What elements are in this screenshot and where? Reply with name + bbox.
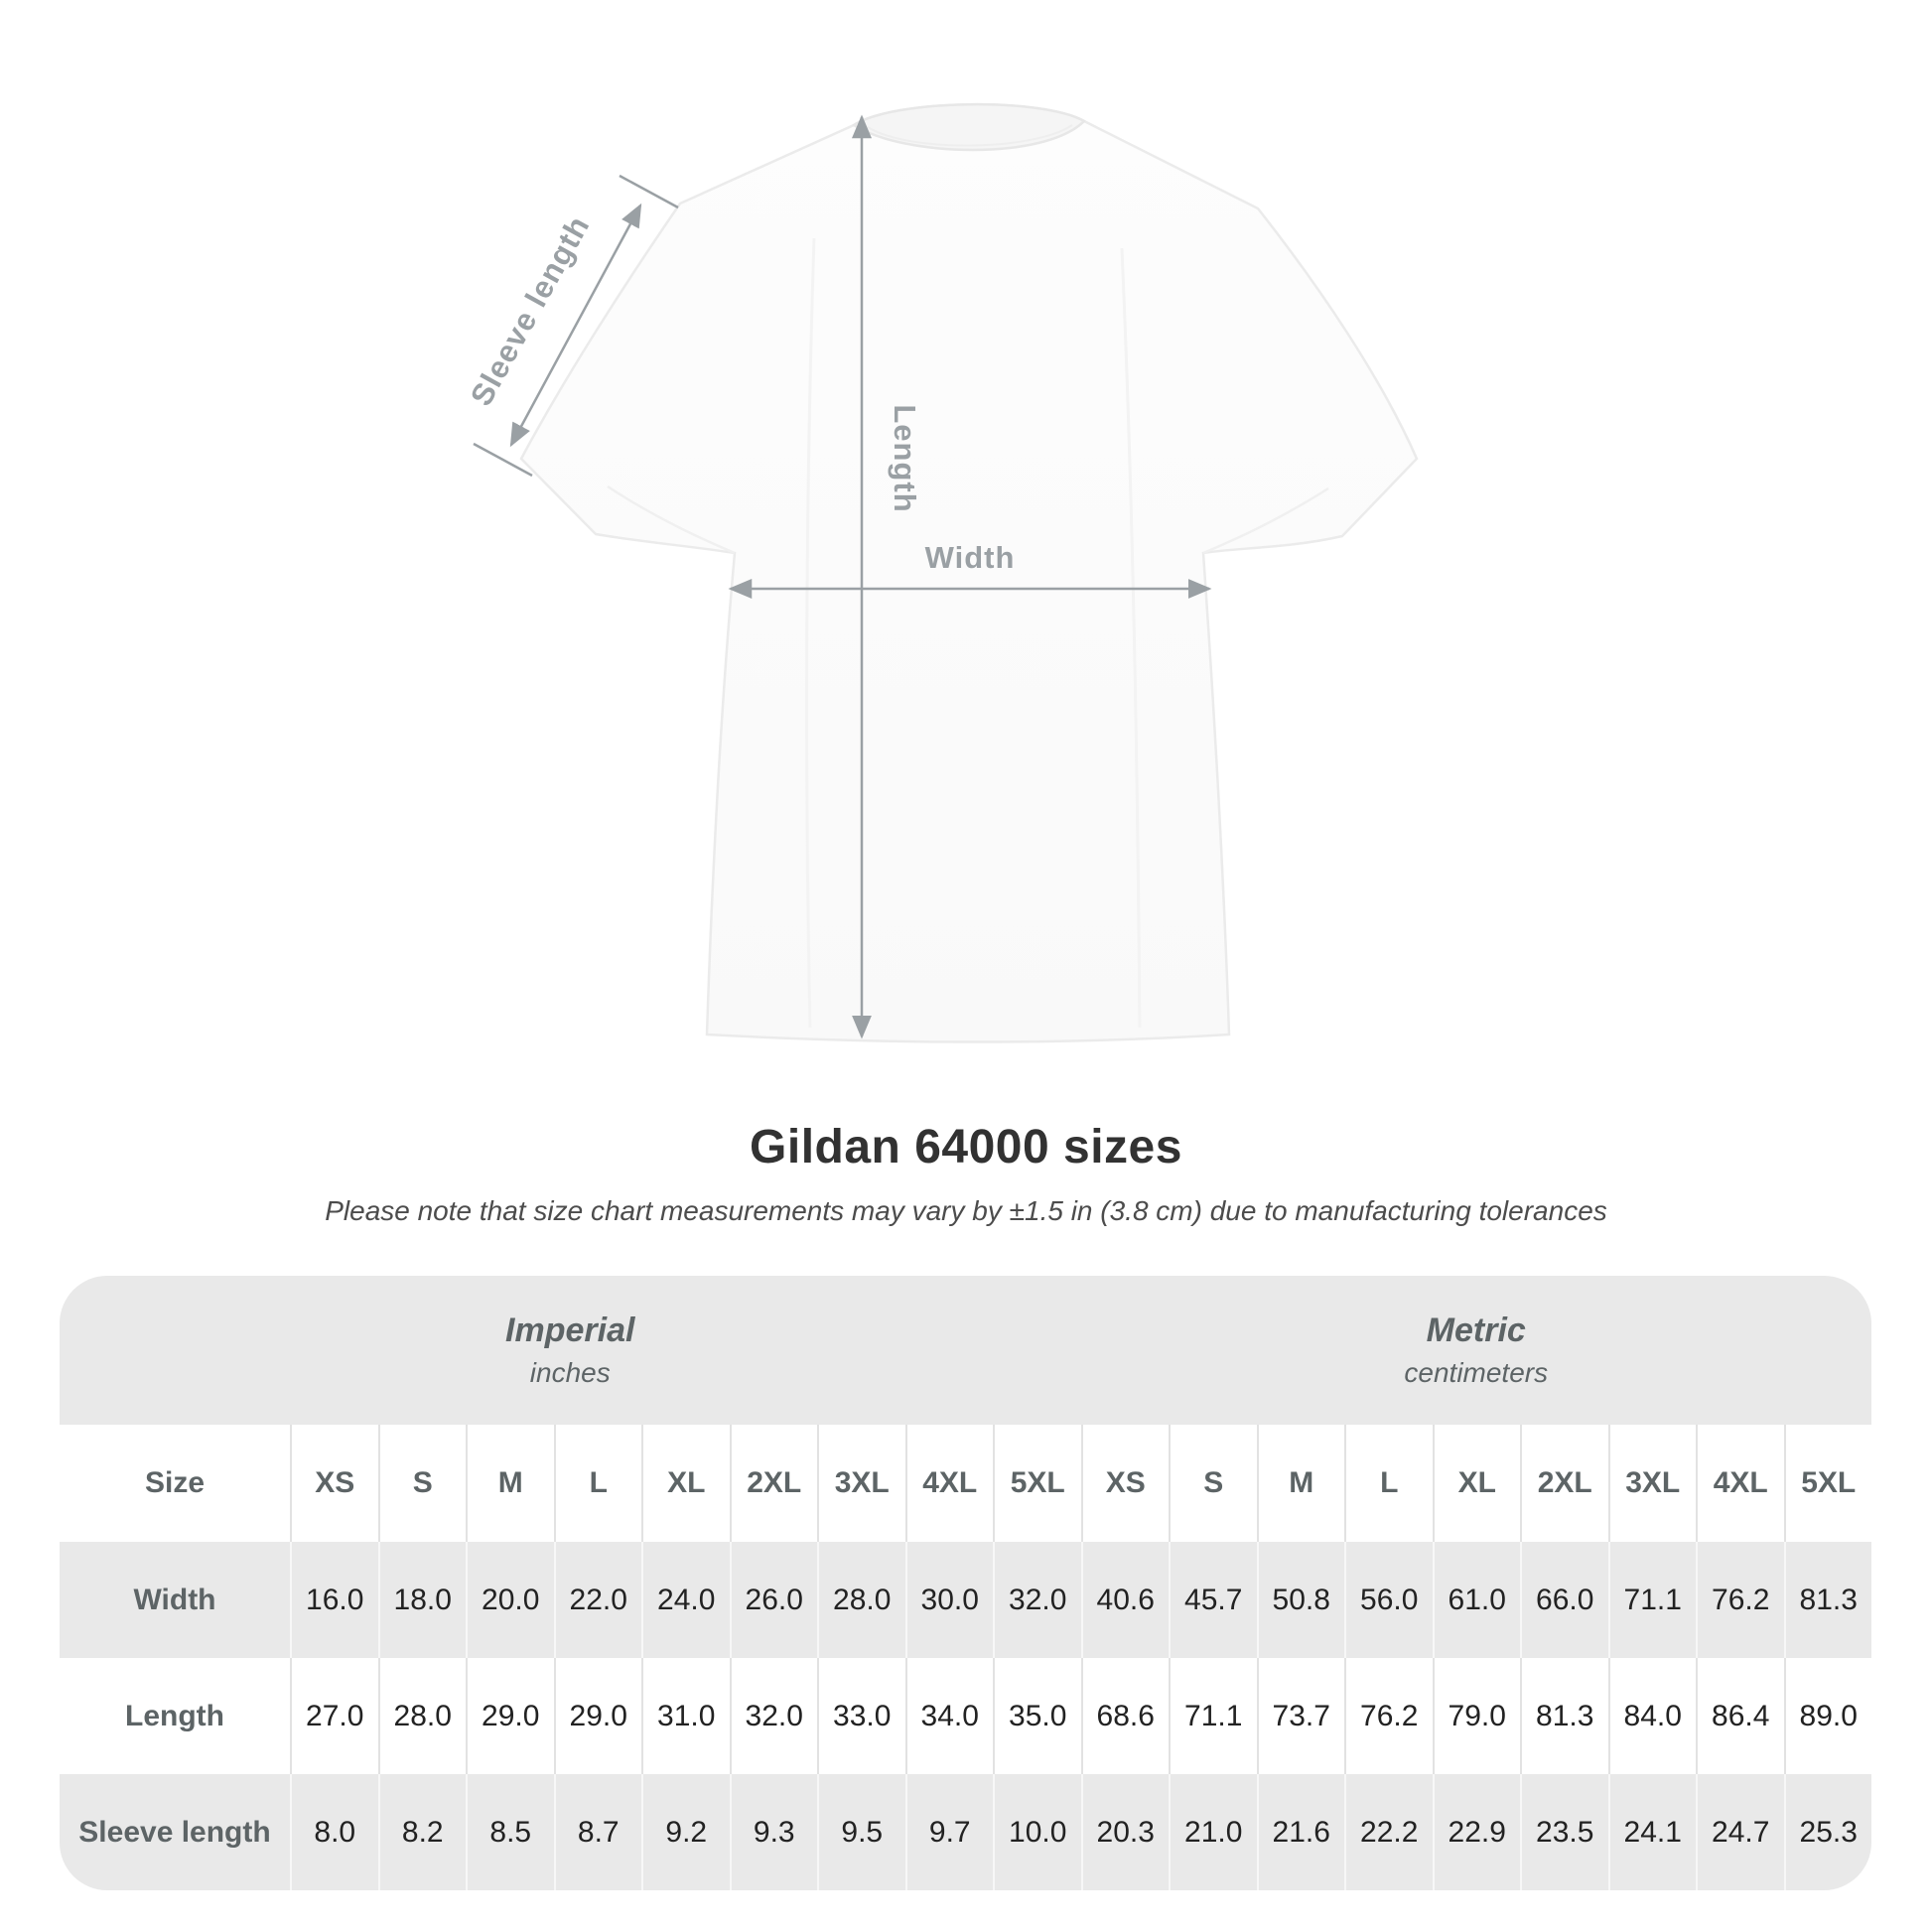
measurement-value: 28.0 [378,1658,467,1774]
imperial-section-unit: inches [529,1356,611,1388]
sleeve-length-endcap [620,176,678,207]
measurement-value: 24.0 [641,1542,730,1658]
size-col-header-metric-l: L [1344,1425,1433,1542]
metric-section-unit: centimeters [1404,1356,1549,1388]
measurement-value: 25.3 [1784,1774,1872,1890]
metric-section-header [1081,1276,1872,1425]
size-table [60,1276,1871,1890]
measurement-value: 24.7 [1696,1774,1784,1890]
measurement-value: 81.3 [1520,1658,1608,1774]
measurement-value: 35.0 [993,1658,1081,1774]
size-header-row [60,1425,1871,1542]
row-length [60,1658,1871,1774]
row-label: Length [125,1699,224,1732]
row-label: Sleeve length [78,1815,271,1849]
size-col-header-imperial-2xl: 2XL [730,1425,818,1542]
size-column-header: Size [144,1466,206,1499]
metric-section-name: Metric [1426,1311,1526,1350]
measurement-value: 16.0 [290,1542,378,1658]
row-width [60,1542,1871,1658]
measurement-value: 34.0 [905,1658,994,1774]
measurement-value: 9.3 [730,1774,818,1890]
measurement-value: 23.5 [1520,1774,1608,1890]
size-col-header-metric-xs: XS [1081,1425,1170,1542]
measurement-value: 68.6 [1081,1658,1170,1774]
measurement-value: 32.0 [993,1542,1081,1658]
measurement-value: 50.8 [1257,1542,1345,1658]
measurement-value: 20.3 [1081,1774,1170,1890]
measurement-value: 76.2 [1344,1658,1433,1774]
measurement-value: 21.6 [1257,1774,1345,1890]
measurement-value: 9.5 [817,1774,905,1890]
width-label: Width [924,540,1016,575]
measurement-value: 71.1 [1169,1658,1257,1774]
measurement-value: 8.0 [290,1774,378,1890]
measurement-value: 8.5 [466,1774,554,1890]
size-col-header-imperial-5xl: 5XL [993,1425,1081,1542]
measurement-value: 24.1 [1608,1774,1697,1890]
size-col-header-imperial-4xl: 4XL [905,1425,994,1542]
size-col-header-metric-5xl: 5XL [1784,1425,1872,1542]
measurement-value: 61.0 [1433,1542,1521,1658]
measurement-value: 22.0 [554,1542,642,1658]
measurement-value: 76.2 [1696,1542,1784,1658]
measurement-value: 73.7 [1257,1658,1345,1774]
size-col-header-metric-m: M [1257,1425,1345,1542]
size-col-header-metric-4xl: 4XL [1696,1425,1784,1542]
measurement-value: 28.0 [817,1542,905,1658]
sleeve-length-label: Sleeve length [463,209,597,412]
measurement-value: 33.0 [817,1658,905,1774]
size-col-header-metric-3xl: 3XL [1608,1425,1697,1542]
measurement-value: 45.7 [1169,1542,1257,1658]
measurement-value: 56.0 [1344,1542,1433,1658]
measurement-value: 8.2 [378,1774,467,1890]
measurement-value: 86.4 [1696,1658,1784,1774]
page-title: Gildan 64000 sizes [750,1121,1182,1173]
measurement-value: 9.2 [641,1774,730,1890]
measurement-value: 29.0 [554,1658,642,1774]
measurement-value: 66.0 [1520,1542,1608,1658]
length-label: Length [888,404,922,513]
measurement-value: 29.0 [466,1658,554,1774]
size-col-header-metric-2xl: 2XL [1520,1425,1608,1542]
measurement-value: 22.2 [1344,1774,1433,1890]
measurement-value: 71.1 [1608,1542,1697,1658]
size-col-header-imperial-xs: XS [290,1425,378,1542]
imperial-section-header [60,1276,1081,1425]
size-col-header-imperial-xl: XL [641,1425,730,1542]
imperial-section-name: Imperial [505,1311,635,1350]
measurement-value: 9.7 [905,1774,994,1890]
measurement-value: 30.0 [905,1542,994,1658]
measurement-value: 79.0 [1433,1658,1521,1774]
measurement-value: 32.0 [730,1658,818,1774]
measurement-value: 89.0 [1784,1658,1872,1774]
measurement-value: 40.6 [1081,1542,1170,1658]
size-col-header-metric-s: S [1169,1425,1257,1542]
table-body [60,1542,1871,1890]
page-subtitle: Please note that size chart measurements may vary by ±1.5 in (3.8 cm) due to manufacturing tolerances [325,1195,1607,1226]
size-col-header-imperial-s: S [378,1425,467,1542]
size-col-header-imperial-l: L [554,1425,642,1542]
measurement-value: 18.0 [378,1542,467,1658]
unit-section-band [60,1276,1871,1425]
size-col-header-metric-xl: XL [1433,1425,1521,1542]
size-col-header-imperial-m: M [466,1425,554,1542]
measurement-value: 20.0 [466,1542,554,1658]
row-label: Width [133,1583,216,1616]
measurement-value: 81.3 [1784,1542,1872,1658]
measurement-value: 27.0 [290,1658,378,1774]
measurement-value: 10.0 [993,1774,1081,1890]
measurement-value: 21.0 [1169,1774,1257,1890]
measurement-value: 31.0 [641,1658,730,1774]
measurement-value: 26.0 [730,1542,818,1658]
size-col-header-imperial-3xl: 3XL [817,1425,905,1542]
measurement-value: 22.9 [1433,1774,1521,1890]
measurement-value: 8.7 [554,1774,642,1890]
row-sleeve-length [60,1774,1871,1890]
measurement-value: 84.0 [1608,1658,1697,1774]
